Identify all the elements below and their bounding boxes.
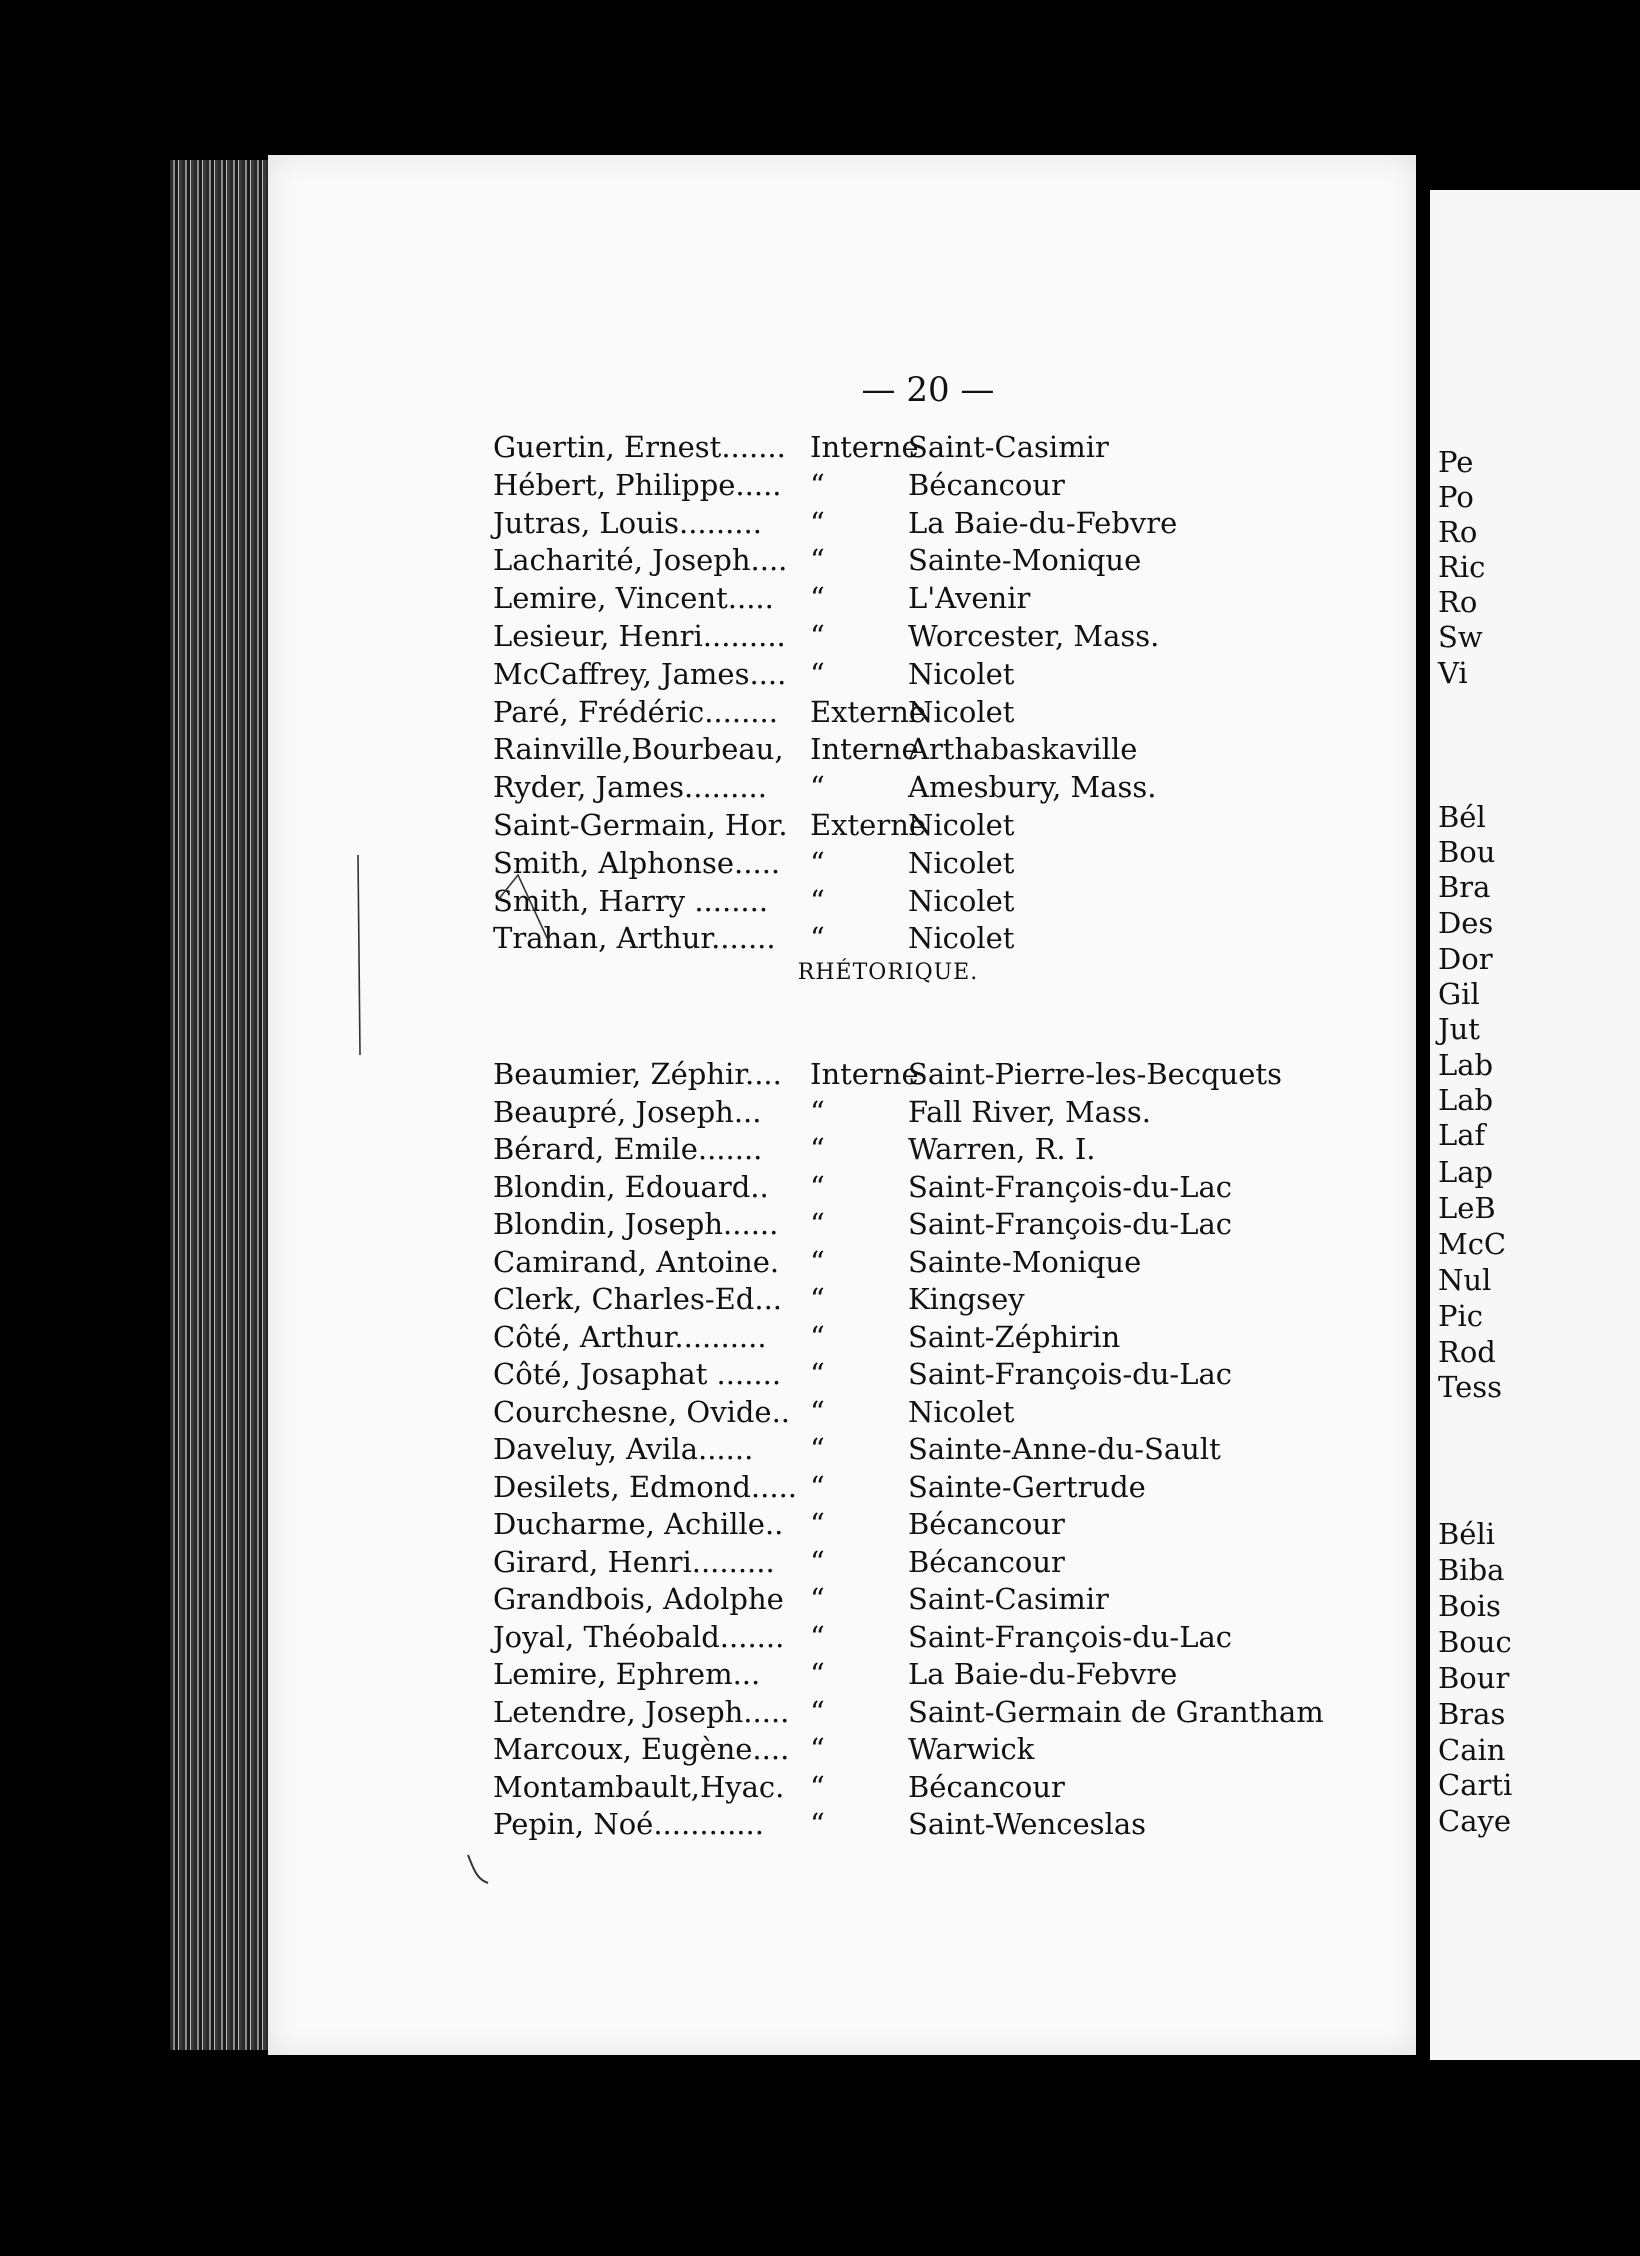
student-hometown: Amesbury, Mass. xyxy=(908,770,1157,805)
student-status: “ xyxy=(810,1507,825,1541)
adjacent-page-fragment: Bouc xyxy=(1438,1625,1512,1659)
student-status: “ xyxy=(810,581,825,616)
student-name: Smith, Harry ........ xyxy=(493,883,769,918)
adjacent-page-fragment: Lap xyxy=(1438,1155,1494,1189)
adjacent-page-fragment: Bra xyxy=(1438,870,1491,904)
student-status: “ xyxy=(810,1282,825,1316)
student-hometown: Worcester, Mass. xyxy=(908,619,1160,653)
student-name: Blondin, Edouard.. xyxy=(493,1169,769,1204)
page-number: — 20 — xyxy=(861,370,995,410)
student-hometown: Bécancour xyxy=(908,1769,1065,1804)
student-status: “ xyxy=(810,1469,825,1504)
student-name: Grandbois, Adolphe xyxy=(493,1582,784,1616)
student-hometown: Saint-Casimir xyxy=(908,430,1109,464)
student-status: “ xyxy=(810,1582,825,1616)
student-status: “ xyxy=(810,1732,825,1766)
adjacent-page-fragment: Lab xyxy=(1438,1083,1494,1117)
adjacent-page-edge xyxy=(1430,190,1640,2060)
student-hometown: Bécancour xyxy=(908,467,1065,502)
student-status: “ xyxy=(810,1694,825,1729)
student-name: Paré, Frédéric........ xyxy=(493,694,778,729)
student-status: “ xyxy=(810,1619,825,1654)
adjacent-page-fragment: Bras xyxy=(1438,1697,1506,1731)
adjacent-page-fragment: Caye xyxy=(1438,1804,1512,1838)
student-hometown: L'Avenir xyxy=(908,581,1031,616)
adjacent-page-fragment: Rod xyxy=(1438,1335,1496,1369)
adjacent-page-fragment: Lab xyxy=(1438,1048,1494,1082)
student-hometown: Nicolet xyxy=(908,921,1015,956)
student-name: Desilets, Edmond..... xyxy=(493,1469,798,1504)
adjacent-page-fragment: Vi xyxy=(1438,656,1468,690)
student-name: Lacharité, Joseph.... xyxy=(493,543,788,578)
student-name: Côté, Arthur.......... xyxy=(493,1319,767,1354)
student-name: Camirand, Antoine. xyxy=(493,1244,780,1279)
student-status: Externe xyxy=(810,694,927,729)
student-hometown: Nicolet xyxy=(908,694,1015,729)
student-name: Beaupré, Joseph... xyxy=(493,1094,762,1129)
student-status: “ xyxy=(810,1244,825,1279)
student-status: “ xyxy=(810,1544,825,1579)
student-status: “ xyxy=(810,1207,825,1241)
adjacent-page-fragment: Tess xyxy=(1438,1370,1503,1404)
student-hometown: Sainte-Anne-du-Sault xyxy=(908,1432,1221,1466)
student-status: “ xyxy=(810,770,825,805)
student-hometown: Warwick xyxy=(908,1732,1035,1766)
student-status: “ xyxy=(810,1394,825,1429)
student-status: Externe xyxy=(810,808,927,842)
student-name: Daveluy, Avila...... xyxy=(493,1432,754,1466)
student-hometown: Nicolet xyxy=(908,845,1015,880)
adjacent-page-fragment: Cain xyxy=(1438,1733,1506,1767)
adjacent-page-fragment: Sw xyxy=(1438,620,1483,654)
adjacent-page-fragment: Dor xyxy=(1438,942,1493,976)
adjacent-page-fragment: Laf xyxy=(1438,1118,1486,1152)
adjacent-page-fragment: Bou xyxy=(1438,835,1496,869)
student-status: “ xyxy=(810,619,825,653)
student-name: Trahan, Arthur....... xyxy=(493,921,776,956)
adjacent-page-fragment: Bois xyxy=(1438,1589,1501,1623)
student-name: Letendre, Joseph..... xyxy=(493,1694,790,1729)
student-name: Hébert, Philippe..... xyxy=(493,467,782,502)
student-status: “ xyxy=(810,1769,825,1804)
adjacent-page-fragment: Ro xyxy=(1438,515,1478,549)
adjacent-page-fragment: Carti xyxy=(1438,1768,1513,1802)
student-name: Côté, Josaphat ....... xyxy=(493,1357,782,1391)
adjacent-page-fragment: Po xyxy=(1438,480,1474,514)
student-status: “ xyxy=(810,1319,825,1354)
student-status: “ xyxy=(810,1094,825,1129)
student-hometown: Nicolet xyxy=(908,883,1015,918)
student-hometown: Saint-Pierre-les-Becquets xyxy=(908,1057,1282,1091)
adjacent-page-fragment: Béli xyxy=(1438,1517,1496,1551)
student-status: “ xyxy=(810,883,825,918)
student-hometown: Bécancour xyxy=(908,1507,1065,1541)
student-status: “ xyxy=(810,543,825,578)
adjacent-page-fragment: Bél xyxy=(1438,800,1486,834)
adjacent-page-fragment: LeB xyxy=(1438,1191,1496,1225)
adjacent-page-fragment: Jut xyxy=(1438,1012,1480,1046)
pencil-mark xyxy=(268,155,1416,2055)
student-name: Smith, Alphonse..... xyxy=(493,845,781,880)
student-status: Interne xyxy=(810,1057,919,1091)
document-page xyxy=(268,155,1416,2055)
student-status: “ xyxy=(810,1169,825,1204)
adjacent-page-fragment: Ric xyxy=(1438,550,1486,584)
student-name: Blondin, Joseph...... xyxy=(493,1207,779,1241)
adjacent-page-fragment: Pe xyxy=(1438,445,1474,479)
student-status: “ xyxy=(810,505,825,540)
student-status: “ xyxy=(810,1807,825,1841)
student-name: Marcoux, Eugène.... xyxy=(493,1732,790,1766)
student-name: Ducharme, Achille.. xyxy=(493,1507,784,1541)
student-name: Joyal, Théobald....... xyxy=(493,1619,785,1654)
student-hometown: Kingsey xyxy=(908,1282,1025,1316)
student-name: Courchesne, Ovide.. xyxy=(493,1394,791,1429)
student-status: “ xyxy=(810,1657,825,1691)
student-hometown: Sainte-Monique xyxy=(908,543,1142,578)
student-status: “ xyxy=(810,656,825,691)
student-name: Beaumier, Zéphir.... xyxy=(493,1057,782,1091)
student-name: Lemire, Vincent..... xyxy=(493,581,774,616)
student-status: “ xyxy=(810,845,825,880)
student-name: Rainville,Bourbeau, xyxy=(493,732,784,767)
section-heading: RHÉTORIQUE. xyxy=(797,960,979,985)
student-hometown: Nicolet xyxy=(908,1394,1015,1429)
student-name: Jutras, Louis......... xyxy=(493,505,762,540)
student-hometown: Saint-Zéphirin xyxy=(908,1319,1121,1354)
adjacent-page-fragment: Biba xyxy=(1438,1553,1505,1587)
student-hometown: Saint-Casimir xyxy=(908,1582,1109,1616)
student-hometown: Saint-Wenceslas xyxy=(908,1807,1146,1841)
student-status: “ xyxy=(810,467,825,502)
book-spine xyxy=(170,160,270,2050)
student-hometown: Saint-François-du-Lac xyxy=(908,1357,1232,1391)
student-hometown: Nicolet xyxy=(908,656,1015,691)
student-hometown: Warren, R. I. xyxy=(908,1132,1096,1166)
student-hometown: Fall River, Mass. xyxy=(908,1094,1151,1129)
adjacent-page-fragment: Bour xyxy=(1438,1661,1510,1695)
student-hometown: La Baie-du-Febvre xyxy=(908,505,1178,540)
student-name: McCaffrey, James.... xyxy=(493,656,787,691)
student-hometown: La Baie-du-Febvre xyxy=(908,1657,1178,1691)
adjacent-page-fragment: Des xyxy=(1438,906,1494,940)
student-name: Pepin, Noé............ xyxy=(493,1807,764,1841)
student-name: Clerk, Charles-Ed... xyxy=(493,1282,783,1316)
student-hometown: Nicolet xyxy=(908,808,1015,842)
student-name: Bérard, Emile....... xyxy=(493,1132,763,1166)
student-hometown: Sainte-Gertrude xyxy=(908,1469,1146,1504)
student-name: Girard, Henri......... xyxy=(493,1544,775,1579)
student-hometown: Sainte-Monique xyxy=(908,1244,1142,1279)
student-hometown: Bécancour xyxy=(908,1544,1065,1579)
student-status: “ xyxy=(810,1432,825,1466)
student-status: Interne xyxy=(810,732,919,767)
student-hometown: Saint-François-du-Lac xyxy=(908,1619,1232,1654)
student-name: Saint-Germain, Hor. xyxy=(493,808,788,842)
adjacent-page-fragment: McC xyxy=(1438,1227,1507,1261)
student-name: Ryder, James......... xyxy=(493,770,767,805)
student-hometown: Saint-Germain de Grantham xyxy=(908,1694,1324,1729)
adjacent-page-fragment: Gil xyxy=(1438,977,1480,1011)
student-name: Lemire, Ephrem... xyxy=(493,1657,761,1691)
student-name: Montambault,Hyac. xyxy=(493,1769,785,1804)
student-status: “ xyxy=(810,1357,825,1391)
student-name: Guertin, Ernest....... xyxy=(493,430,786,464)
student-hometown: Saint-François-du-Lac xyxy=(908,1207,1232,1241)
student-status: Interne xyxy=(810,430,919,464)
student-hometown: Saint-François-du-Lac xyxy=(908,1169,1232,1204)
adjacent-page-fragment: Pic xyxy=(1438,1299,1484,1333)
student-status: “ xyxy=(810,921,825,956)
student-hometown: Arthabaskaville xyxy=(908,732,1138,767)
adjacent-page-fragment: Nul xyxy=(1438,1263,1492,1297)
student-name: Lesieur, Henri......... xyxy=(493,619,786,653)
student-status: “ xyxy=(810,1132,825,1166)
adjacent-page-fragment: Ro xyxy=(1438,585,1478,619)
